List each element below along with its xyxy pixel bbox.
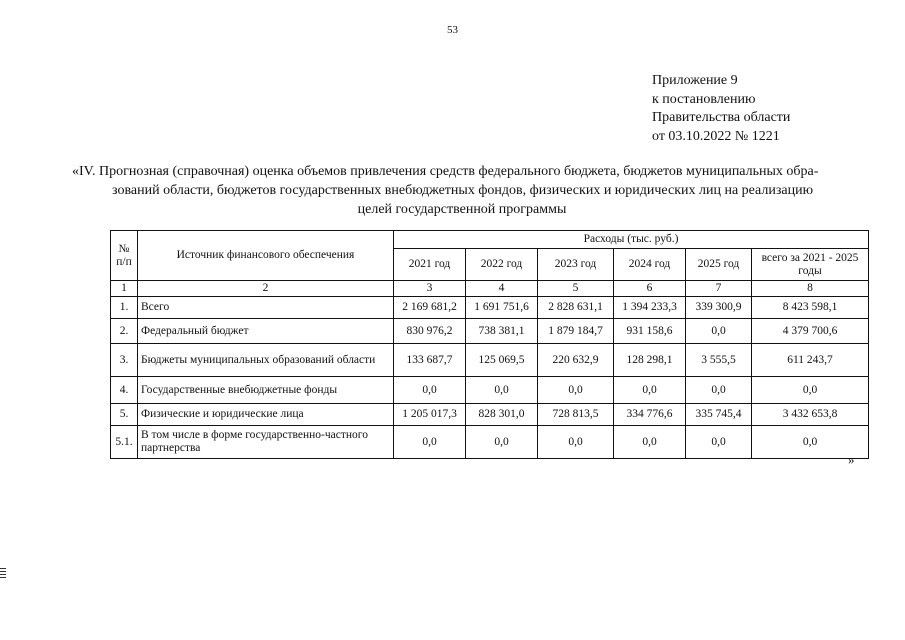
row-value: 335 745,4 [686, 404, 752, 426]
row-value: 931 158,6 [614, 319, 686, 344]
row-value: 830 976,2 [394, 319, 466, 344]
row-source: Всего [138, 297, 394, 319]
row-source: Бюджеты муниципальных образований области [138, 344, 394, 377]
row-value: 0,0 [394, 377, 466, 404]
row-value: 1 879 184,7 [538, 319, 614, 344]
row-value: 0,0 [686, 377, 752, 404]
row-value: 0,0 [614, 377, 686, 404]
row-value: 1 205 017,3 [394, 404, 466, 426]
appendix-line: Приложение 9 [652, 73, 738, 88]
page-number: 53 [447, 24, 458, 36]
row-value: 611 243,7 [752, 344, 869, 377]
row-value: 0,0 [752, 377, 869, 404]
row-source: В том числе в форме государственно-частного партнерства [138, 426, 394, 459]
row-value: 0,0 [614, 426, 686, 459]
header-year: 2024 год [614, 249, 686, 281]
row-source: Физические и юридические лица [138, 404, 394, 426]
title-line: «IV. Прогнозная (справочная) оценка объемов привлечения средств федерального бюджета, бюджетов муниципальных обра- [72, 164, 819, 179]
header-source: Источник финансового обеспечения [138, 231, 394, 281]
closing-quote: » [848, 452, 855, 467]
index-cell: 5 [538, 281, 614, 297]
row-value: 0,0 [686, 426, 752, 459]
row-value: 0,0 [466, 426, 538, 459]
index-row [111, 281, 869, 297]
row-value: 2 169 681,2 [394, 297, 466, 319]
row-value: 334 776,6 [614, 404, 686, 426]
table-row [111, 426, 869, 459]
row-value: 728 813,5 [538, 404, 614, 426]
header-num: № п/п [111, 231, 138, 281]
row-value: 128 298,1 [614, 344, 686, 377]
appendix-line: к постановлению [652, 91, 756, 107]
appendix-line: от 03.10.2022 № 1221 [652, 128, 780, 144]
row-value: 8 423 598,1 [752, 297, 869, 319]
row-value: 0,0 [752, 426, 869, 459]
table-row [111, 377, 869, 404]
index-cell: 8 [752, 281, 869, 297]
row-value: 339 300,9 [686, 297, 752, 319]
header-expenses: Расходы (тыс. руб.) [394, 231, 869, 249]
index-cell: 1 [111, 281, 138, 297]
row-num: 3. [111, 344, 138, 377]
row-value: 0,0 [538, 426, 614, 459]
index-cell: 2 [138, 281, 394, 297]
row-source: Федеральный бюджет [138, 319, 394, 344]
table-row [111, 344, 869, 377]
header-year: 2023 год [538, 249, 614, 281]
index-cell: 3 [394, 281, 466, 297]
table-row [111, 319, 869, 344]
row-value: 828 301,0 [466, 404, 538, 426]
row-value: 0,0 [466, 377, 538, 404]
row-num: 4. [111, 377, 138, 404]
row-value: 220 632,9 [538, 344, 614, 377]
section-title [72, 162, 852, 219]
row-value: 4 379 700,6 [752, 319, 869, 344]
table-row [111, 404, 869, 426]
row-value: 0,0 [394, 426, 466, 459]
row-value: 1 394 233,3 [614, 297, 686, 319]
table-row [111, 297, 869, 319]
row-source: Государственные внебюджетные фонды [138, 377, 394, 404]
row-value: 2 828 631,1 [538, 297, 614, 319]
header-year: 2022 год [466, 249, 538, 281]
row-value: 133 687,7 [394, 344, 466, 377]
header-total: всего за 2021 - 2025 годы [752, 249, 869, 281]
row-value: 125 069,5 [466, 344, 538, 377]
row-value: 1 691 751,6 [466, 297, 538, 319]
header-year: 2021 год [394, 249, 466, 281]
title-line: зований области, бюджетов государственных внебюджетных фондов, физических и юридических лиц на реализацию [112, 183, 814, 198]
row-value: 738 381,1 [466, 319, 538, 344]
row-value: 3 555,5 [686, 344, 752, 377]
index-cell: 7 [686, 281, 752, 297]
row-value: 0,0 [538, 377, 614, 404]
row-value: 0,0 [686, 319, 752, 344]
scan-margin-mark [0, 568, 6, 580]
appendix-note [652, 72, 790, 146]
index-cell: 6 [614, 281, 686, 297]
row-value: 3 432 653,8 [752, 404, 869, 426]
header-year: 2025 год [686, 249, 752, 281]
row-num: 2. [111, 319, 138, 344]
row-num: 1. [111, 297, 138, 319]
title-line: целей государственной программы [357, 202, 567, 217]
index-cell: 4 [466, 281, 538, 297]
funding-table [110, 230, 869, 459]
appendix-line: Правительства области [652, 110, 791, 125]
row-num: 5. [111, 404, 138, 426]
row-num: 5.1. [111, 426, 138, 459]
